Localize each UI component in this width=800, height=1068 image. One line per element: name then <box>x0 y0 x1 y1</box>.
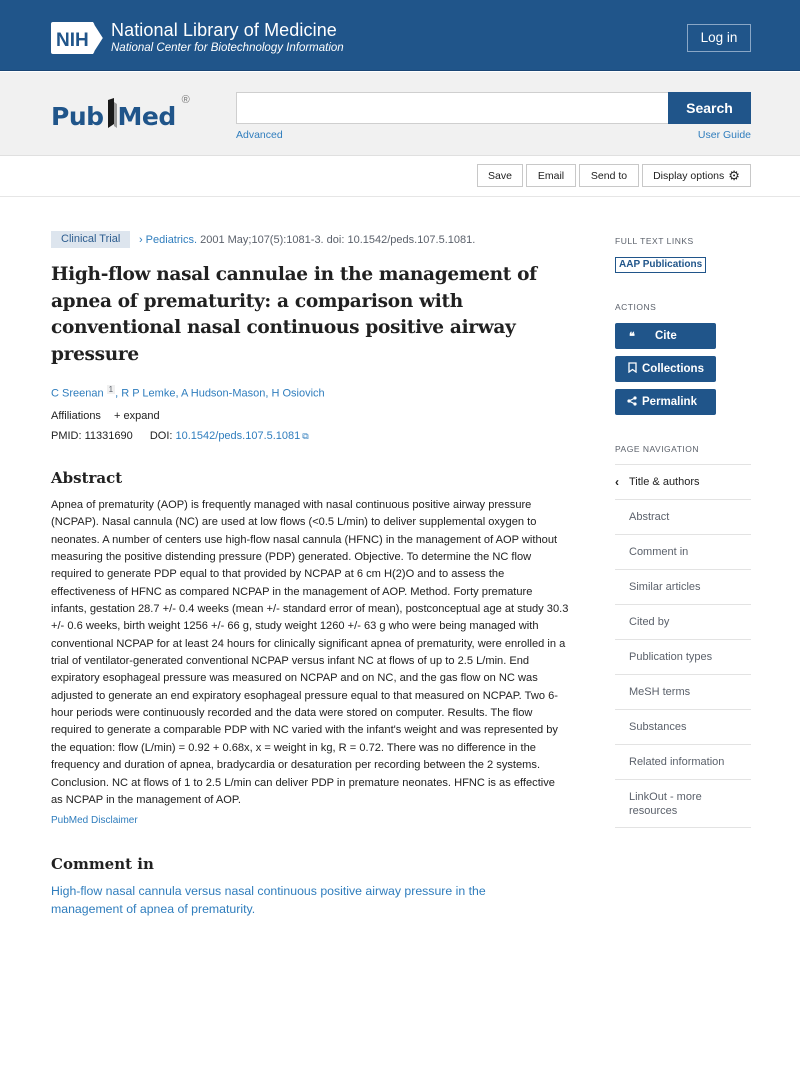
pubmed-disclaimer-link[interactable]: PubMed Disclaimer <box>51 815 138 826</box>
display-options-button[interactable] <box>642 164 751 187</box>
journal-link[interactable]: Pediatrics. <box>145 234 198 246</box>
send-to-button[interactable]: Send to <box>579 164 639 187</box>
nav-item-abstract[interactable]: Abstract <box>615 500 751 535</box>
org-title: National Library of Medicine <box>111 20 337 40</box>
nav-item-substances[interactable]: Substances <box>615 710 751 745</box>
pmid-label: PMID: <box>51 430 82 442</box>
publication-type-badge: Clinical Trial <box>51 231 130 248</box>
collections-button[interactable]: Collections <box>615 356 716 382</box>
login-button[interactable]: Log in <box>687 24 751 52</box>
email-button[interactable]: Email <box>526 164 576 187</box>
permalink-button[interactable]: Permalink <box>615 389 716 415</box>
nav-item-cited-by[interactable]: Cited by <box>615 605 751 640</box>
article-title: High-flow nasal cannulae in the management of apnea of prematurity: a comparison with conventional nasal continuous positive airway pressure <box>51 264 537 365</box>
comment-article-link[interactable]: High-flow nasal cannula versus nasal continuous positive airway pressure in the management of apnea of prematurity. <box>51 884 486 916</box>
nih-banner <box>0 0 800 71</box>
abstract-heading: Abstract <box>51 469 123 487</box>
abstract-text: Apnea of prematurity (AOP) is frequently managed with nasal continuous positive airway pressure (NCPAP). Nasal cannula (NC) are used at low flows (<0.5 L/min) to deliver supplemental oxygen to neonates. A number of centers use high-flow nasal cannula (HFNC) in the management of AOP without measuring the positive distending pressure (PDP) generated. Objective. To determine the NC flow required to generate PDP equal to that provided by NCPAP at 6 cm H(2)O and to assess the effectiveness of HFNC as compared NCPAP in the management of AOP. Method. Forty premature infants, gestation 28.7 +/- 0.4 weeks (mean +/- standard error of mean), postconceptual age at study 30.3 +/- 0.6 weeks, birth weight 1256 +/- 66 g, study weight 1260 +/- 63 g who were being managed with conventional NCPAP for at least 24 hours for clinically significant apnea of prematurity, were enrolled in a trial of ventilator-generated conventional NCPAP versus infant NC at flows of up to 2.5 L/min. End expiratory esophageal pressure was measured on NCPAP and on NC, and the gas flow on NC was adjusted to generate an end expiratory esophageal pressure equal to that measured on NCPAP. Two 6-hour periods were continuously recorded and the data were stored on computer. Results. The flow required to generate a comparable PDP with NC varied with the infant's weight and was represented by the equation: flow (L/min) = 0.92 + 0.68x, x = weight in kg, R = 0.72. There was no difference in the frequency and duration of apnea, bradycardia or desaturation per recording between the 2 systems. Conclusion. NC at flows of 1 to 2.5 L/min can deliver PDP in premature neonates. HFNC is as effective as NCPAP in the management of AOP. <box>51 499 569 806</box>
display-options-label: Display options <box>653 169 725 182</box>
doi-link[interactable]: 10.1542/peds.107.5.1081 <box>175 430 301 442</box>
nav-item-mesh-terms[interactable]: MeSH terms <box>615 675 751 710</box>
save-button[interactable]: Save <box>477 164 523 187</box>
registered-mark: ® <box>181 94 190 106</box>
aap-publications-link[interactable]: AAP Publications <box>615 257 706 273</box>
svg-text:NIH: NIH <box>56 29 89 51</box>
logo-text-pub: Pub <box>51 102 104 131</box>
search-input[interactable] <box>236 92 669 124</box>
external-link-icon: ⧉ <box>302 431 309 441</box>
full-text-links-label: FULL TEXT LINKS <box>615 236 694 246</box>
gear-icon: ⚙ <box>728 168 740 183</box>
affiliations-label: Affiliations <box>51 410 101 422</box>
citation-details: 2001 May;107(5):1081-3. doi: 10.1542/peds.107.5.1081. <box>200 234 476 246</box>
actions-label: ACTIONS <box>615 302 657 312</box>
citation-line <box>139 232 475 248</box>
page-navigation-label: PAGE NAVIGATION <box>615 444 700 454</box>
quote-icon: ❝ <box>629 330 635 343</box>
nav-item-similar-articles[interactable]: Similar articles <box>615 570 751 605</box>
article-toolbar <box>0 157 800 197</box>
pmid-value: 11331690 <box>84 430 133 442</box>
page-navigation <box>615 464 751 828</box>
nav-item-title-authors[interactable]: ‹ Title & authors <box>615 465 751 500</box>
chevron-right-icon: › <box>139 234 143 246</box>
nih-badge-icon <box>51 21 105 55</box>
author-link[interactable]: R P Lemke <box>121 387 176 400</box>
org-subtitle: National Center for Biotechnology Information <box>111 42 344 54</box>
user-guide-link[interactable]: User Guide <box>697 129 751 141</box>
search-button[interactable]: Search <box>668 92 751 124</box>
author-link[interactable]: C Sreenan <box>51 387 104 400</box>
advanced-search-link[interactable]: Advanced <box>236 129 283 141</box>
nav-item-related-information[interactable]: Related information <box>615 745 751 780</box>
comment-in-heading: Comment in <box>51 855 154 873</box>
affiliations-row <box>51 408 160 424</box>
author-link[interactable]: A Hudson-Mason <box>180 387 266 400</box>
cite-button[interactable]: ❝ Cite <box>615 323 716 349</box>
pubmed-logo[interactable] <box>51 94 190 132</box>
nav-item-comment-in[interactable]: Comment in <box>615 535 751 570</box>
expand-affiliations-toggle[interactable]: + expand <box>114 410 160 422</box>
nav-item-linkout[interactable]: LinkOut - more resources <box>615 780 751 828</box>
bookmark-icon <box>625 362 639 376</box>
identifiers-row <box>51 428 309 444</box>
author-list: C Sreenan $^1$ , R P Lemke, A Hudson-Mason, H Osiovich <box>51 385 325 400</box>
chevron-left-icon: ‹ <box>615 475 619 489</box>
nav-item-publication-types[interactable]: Publication types <box>615 640 751 675</box>
nlm-logo[interactable] <box>51 20 344 55</box>
doi-label: DOI: <box>149 430 173 442</box>
book-icon <box>105 98 117 132</box>
logo-text-med: Med <box>117 102 176 131</box>
affiliation-ref[interactable]: 1 <box>108 385 114 394</box>
author-link[interactable]: H Osiovich <box>271 387 325 400</box>
share-icon <box>625 396 639 409</box>
